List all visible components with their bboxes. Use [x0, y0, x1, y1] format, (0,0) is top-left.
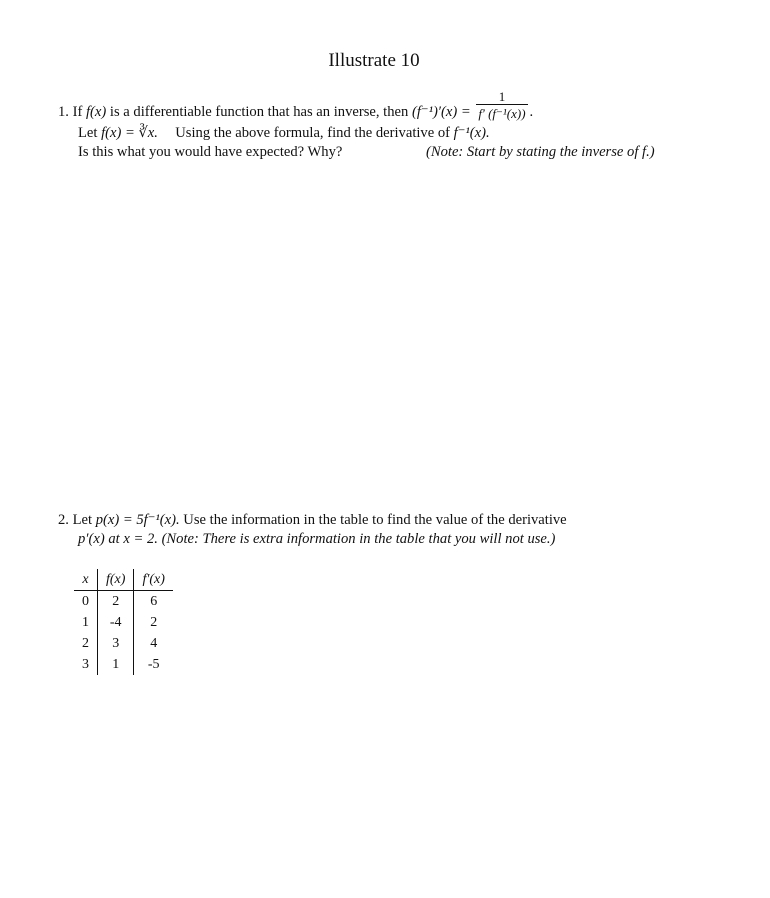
fraction-numerator: 1	[498, 89, 506, 104]
cell-f-of-x: 3	[98, 633, 134, 654]
problem-2-number: 2.	[58, 512, 69, 528]
p-derivative-at-point: p′(x) at x = 2.	[78, 531, 158, 547]
header-x: x	[74, 569, 98, 591]
problem-2-text: Use the information in the table to find the value of the derivative	[179, 512, 567, 528]
problem-2-text: Let	[72, 512, 96, 528]
cell-f-prime-of-x: 4	[150, 636, 158, 651]
problem-2-note: (Note: There is extra information in the table that you will not use.)	[161, 531, 556, 547]
problem-1-note: (Note: Start by stating the inverse of f.)	[426, 144, 655, 160]
problem-1-text: If	[72, 103, 86, 120]
cell-f-of-x: 2	[98, 591, 134, 613]
table-header-row	[74, 569, 173, 591]
problem-1-line-2	[78, 124, 490, 142]
table-row	[74, 591, 173, 613]
header-f-prime-of-x: f′(x)	[134, 569, 173, 591]
inverse-function-expression: f⁻¹(x).	[453, 125, 490, 141]
problem-1-question: Is this what you would have expected? Why?	[78, 144, 343, 160]
page-title: Illustrate 10	[328, 50, 420, 71]
problem-2-line-2	[78, 531, 555, 548]
problem-1-line-3	[78, 144, 342, 161]
inverse-derivative-expression: (f⁻¹)′(x) =	[411, 103, 471, 120]
problem-1-text: Let	[78, 125, 102, 141]
p-definition: p(x) = 5f⁻¹(x).	[95, 512, 180, 528]
cell-x: 1	[74, 612, 98, 633]
table-row	[74, 654, 173, 675]
cell-x: 3	[74, 654, 98, 675]
cell-x: 0	[74, 591, 98, 613]
inverse-derivative-fraction	[476, 89, 527, 122]
function-definition: f(x) = ∛x.	[101, 125, 158, 141]
cell-f-prime-of-x: 2	[150, 615, 158, 630]
cell-f-prime-of-x: 6	[150, 594, 158, 609]
table-row	[74, 633, 173, 654]
fraction-denominator: f′ (f⁻¹(x))	[478, 106, 526, 121]
cell-x: 2	[74, 633, 98, 654]
cell-f-of-x: -4	[98, 612, 134, 633]
problem-1-number: 1.	[58, 103, 69, 120]
function-values-table	[74, 569, 173, 675]
problem-1-text: is a differentiable function that has an inverse, then	[106, 103, 412, 120]
table-row	[74, 612, 173, 633]
problem-1-text: Using the above formula, find the derivative of	[175, 125, 454, 141]
cell-f-prime-of-x: -5	[147, 657, 160, 672]
problem-2-line-1	[58, 511, 567, 529]
cell-f-of-x: 1	[98, 654, 134, 675]
sentence-period: .	[529, 103, 534, 120]
values-table	[74, 569, 173, 675]
function-f-of-x: f(x)	[85, 103, 107, 120]
header-f-of-x: f(x)	[98, 569, 134, 591]
